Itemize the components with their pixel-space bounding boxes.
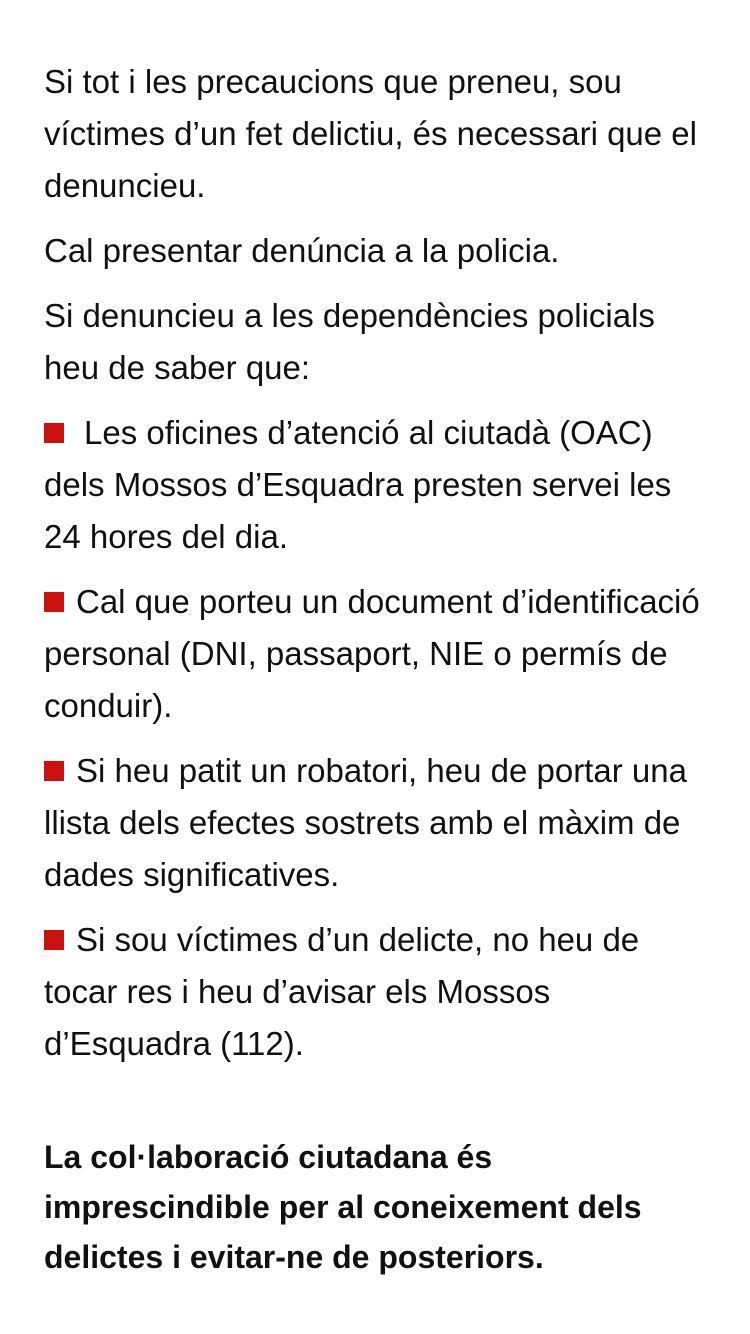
intro-paragraph: Si tot i les precaucions que preneu, sou víctimes d’un fet delictiu, és necessari que el denuncieu. — [44, 63, 697, 204]
list-item — [44, 745, 714, 901]
police-station-paragraph: Si denuncieu a les dependències policials heu de saber que: — [44, 297, 655, 386]
list-item — [44, 407, 714, 563]
red-square-bullet-icon — [44, 930, 64, 950]
list-item-text: Cal que porteu un document d’identificació personal (DNI, passaport, NIE o permís de conduir). — [44, 583, 700, 724]
list-item-text: Si heu patit un robatori, heu de portar una llista dels efectes sostrets amb el màxim de dades significatives. — [44, 752, 687, 893]
report-paragraph: Cal presentar denúncia a la policia. — [44, 232, 560, 269]
list-item — [44, 576, 714, 732]
list-item-text: Les oficines d’atenció al ciutadà (OAC) dels Mossos d’Esquadra presten servei les 24 hores del dia. — [44, 414, 672, 555]
list-item — [44, 914, 714, 1070]
red-square-bullet-icon — [44, 761, 64, 781]
red-square-bullet-icon — [44, 592, 64, 612]
list-item-text: Si sou víctimes d’un delicte, no heu de tocar res i heu d’avisar els Mossos d’Esquadra (112). — [44, 921, 640, 1062]
article-body — [44, 56, 714, 1314]
closing-statement: La col·laboració ciutadana és imprescindible per al coneixement dels delictes i evitar-ne de posteriors. — [44, 1139, 642, 1275]
red-square-bullet-icon — [44, 423, 64, 443]
